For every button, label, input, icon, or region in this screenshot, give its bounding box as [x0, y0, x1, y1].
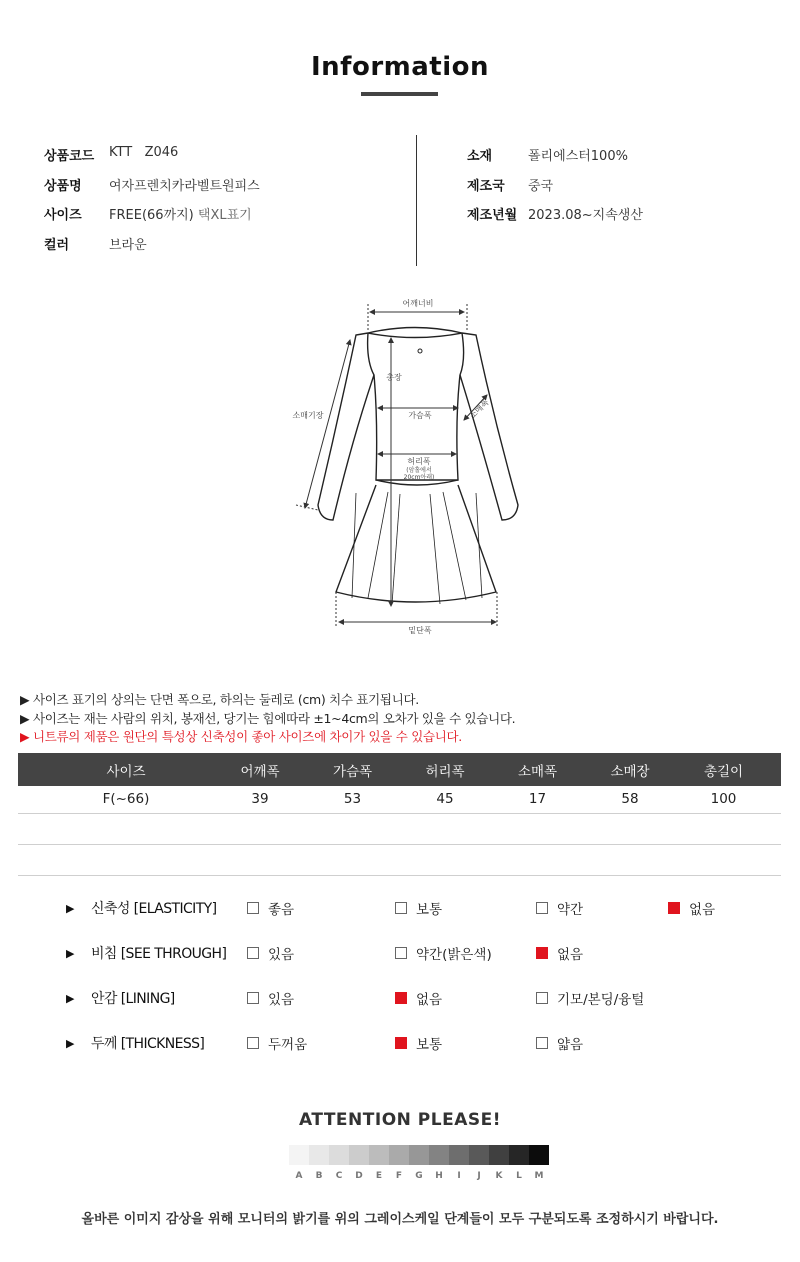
opt-elasticity-good: 좋음	[247, 898, 294, 918]
checkbox-checked-icon	[668, 902, 680, 914]
info-value: 폴리에스터100%	[528, 149, 628, 164]
grayscale-letter: C	[335, 1171, 343, 1181]
grayscale-letter: I	[457, 1171, 461, 1181]
info-value: 여자프렌치카라벨트원피스	[109, 179, 260, 194]
header-total-length: 총길이	[676, 753, 771, 786]
attention-title: ATTENTION PLEASE!	[299, 1110, 501, 1130]
checkbox-icon	[536, 902, 548, 914]
arrow-icon: ▶	[66, 1037, 75, 1050]
info-value: KTT Z046	[109, 145, 179, 160]
arrow-icon: ▶	[66, 992, 75, 1005]
info-label: 제조년월	[467, 208, 518, 223]
checkbox-icon	[247, 947, 259, 959]
prop-lining-label: 안감 [LINING]	[91, 991, 175, 1007]
grayscale-letter: J	[477, 1171, 481, 1181]
label-waist: 허리폭	[407, 457, 431, 466]
checkbox-checked-icon	[536, 947, 548, 959]
opt-elasticity-normal: 보통	[395, 898, 442, 918]
header-waist: 허리폭	[399, 753, 491, 786]
label-sleeve-width: 소매폭	[467, 397, 491, 421]
grayscale-swatch	[389, 1145, 409, 1165]
grayscale-letter: E	[375, 1171, 383, 1181]
grayscale-swatch	[329, 1145, 349, 1165]
page-title: Information	[310, 52, 490, 82]
info-label: 소재	[467, 149, 493, 164]
label-waist-note-1: (암홀에서	[406, 467, 432, 474]
attention-note: 올바른 이미지 감상을 위해 모니터의 밝기를 위의 그레이스케일 단계들이 모두 구분되도록 조정하시기 바랍니다.	[81, 1212, 719, 1227]
size-table-header	[18, 753, 781, 786]
header-chest: 가슴폭	[306, 753, 399, 786]
title-underline	[361, 92, 438, 96]
opt-lining-none: 없음	[395, 988, 442, 1008]
checkbox-checked-icon	[395, 992, 407, 1004]
grayscale-letter: D	[355, 1171, 363, 1181]
info-row-size	[44, 204, 252, 223]
header-sleeve-width: 소매폭	[491, 753, 584, 786]
prop-seethrough-label: 비침 [SEE THROUGH]	[91, 946, 227, 962]
grayscale-swatch	[529, 1145, 549, 1165]
note-size-notation: ▶ 사이즈 표기의 상의는 단면 폭으로, 하의는 둘레로 (cm) 치수 표기됩니다.	[20, 692, 419, 707]
info-label: 제조국	[467, 179, 505, 194]
opt-thickness-thick: 두꺼움	[247, 1033, 307, 1053]
label-waist-note-2: 20cm아래)	[403, 474, 435, 481]
grayscale-swatch	[309, 1145, 329, 1165]
grayscale-bar	[289, 1145, 549, 1165]
info-label: 사이즈	[44, 208, 82, 223]
button-icon	[418, 349, 422, 353]
info-row-date	[467, 204, 643, 223]
checkbox-icon	[247, 902, 259, 914]
header-sleeve-length: 소매장	[584, 753, 676, 786]
opt-seethrough-none: 없음	[536, 943, 583, 963]
size-tag-note: 택XL표기	[197, 208, 252, 223]
opt-thickness-normal: 보통	[395, 1033, 442, 1053]
header-shoulder: 어깨폭	[214, 753, 306, 786]
note-measurement-error: ▶ 사이즈는 재는 사람의 위치, 봉재선, 당기는 힘에따라 ±1~4cm의 오차가 있을 수 있습니다.	[20, 711, 516, 726]
size-table	[18, 753, 781, 876]
checkbox-icon	[395, 947, 407, 959]
arrow-icon: ▶	[66, 947, 75, 960]
measurement-lines	[296, 304, 497, 628]
label-sleeve-length: 소매기장	[292, 411, 324, 420]
cell-waist: 45	[399, 786, 491, 813]
info-row-code	[44, 145, 178, 164]
checkbox-icon	[536, 992, 548, 1004]
checkbox-checked-icon	[395, 1037, 407, 1049]
grayscale-letter: G	[415, 1171, 423, 1181]
grayscale-swatch	[449, 1145, 469, 1165]
info-label: 컬러	[44, 238, 70, 253]
checkbox-icon	[247, 1037, 259, 1049]
info-row-color	[44, 234, 147, 253]
garment-measurement-diagram	[280, 290, 520, 645]
cell-sleeve-length: 58	[584, 786, 676, 813]
note-knit-warning: ▶ 니트류의 제품은 원단의 특성상 신축성이 좋아 사이즈에 차이가 있을 수 있습니다.	[20, 729, 462, 744]
grayscale-letter: F	[395, 1171, 403, 1181]
grayscale-swatch	[509, 1145, 529, 1165]
grayscale-swatch	[369, 1145, 389, 1165]
checkbox-icon	[536, 1037, 548, 1049]
label-length: 총장	[386, 373, 402, 382]
info-value	[109, 204, 252, 223]
info-value: 중국	[528, 179, 554, 194]
grayscale-swatch	[349, 1145, 369, 1165]
grayscale-swatch	[469, 1145, 489, 1165]
checkbox-icon	[395, 902, 407, 914]
info-row-country	[467, 175, 553, 194]
table-row-empty	[18, 813, 781, 844]
opt-lining-yes: 있음	[247, 988, 294, 1008]
grayscale-letter: L	[516, 1171, 522, 1181]
info-label: 상품명	[44, 179, 82, 194]
info-row-name	[44, 175, 260, 194]
grayscale-letter: B	[315, 1171, 323, 1181]
cell-total-length: 100	[676, 786, 771, 813]
table-row-empty	[18, 844, 781, 875]
cell-sleeve-width: 17	[491, 786, 584, 813]
prop-elasticity-label: 신축성 [ELASTICITY]	[91, 901, 217, 917]
info-divider	[416, 135, 417, 266]
info-value: 2023.08~지속생산	[528, 208, 643, 223]
size-value: FREE(66까지)	[109, 208, 194, 223]
opt-lining-fleece: 기모/본딩/융털	[536, 988, 644, 1008]
opt-thickness-thin: 얇음	[536, 1033, 583, 1053]
grayscale-swatch	[289, 1145, 309, 1165]
prop-thickness-label: 두께 [THICKNESS]	[91, 1036, 205, 1052]
grayscale-letter: A	[295, 1171, 303, 1181]
opt-seethrough-yes: 있음	[247, 943, 294, 963]
grayscale-letters	[289, 1171, 549, 1181]
info-label: 상품코드	[44, 149, 95, 164]
grayscale-letter: H	[435, 1171, 443, 1181]
grayscale-swatch	[409, 1145, 429, 1165]
label-hem: 밑단폭	[408, 626, 432, 635]
info-row-material	[467, 145, 628, 164]
table-row	[18, 786, 781, 813]
opt-elasticity-none: 없음	[668, 898, 715, 918]
grayscale-letter: M	[534, 1171, 544, 1181]
cell-chest: 53	[306, 786, 399, 813]
header-size: 사이즈	[38, 753, 214, 786]
arrow-icon: ▶	[66, 902, 75, 915]
cell-shoulder: 39	[214, 786, 306, 813]
label-chest: 가슴폭	[408, 411, 432, 420]
opt-elasticity-slight: 약간	[536, 898, 583, 918]
grayscale-swatch	[429, 1145, 449, 1165]
cell-size: F(~66)	[38, 786, 214, 813]
grayscale-letter: K	[495, 1171, 503, 1181]
opt-seethrough-slight: 약간(밝은색)	[395, 943, 492, 963]
grayscale-swatch	[489, 1145, 509, 1165]
info-value: 브라운	[109, 238, 147, 253]
checkbox-icon	[247, 992, 259, 1004]
label-shoulder: 어깨너비	[402, 299, 434, 308]
